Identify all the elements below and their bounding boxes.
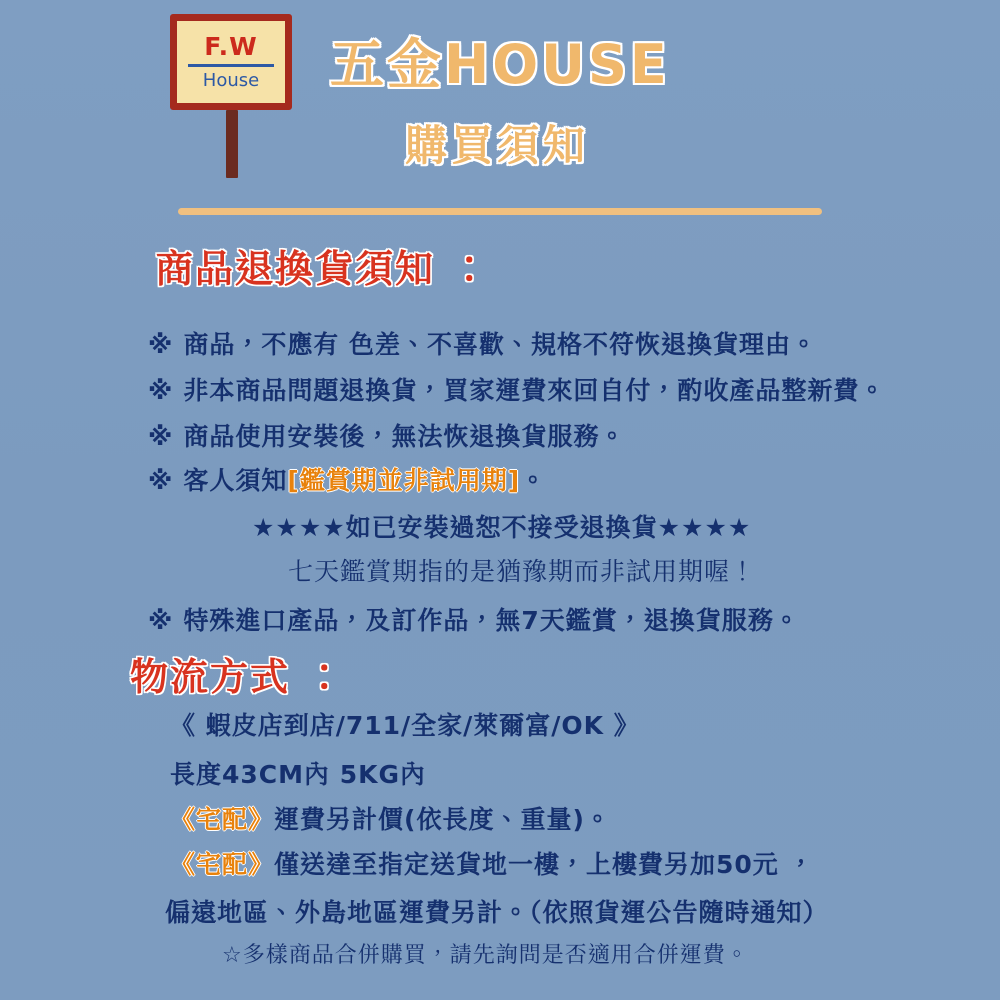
- returns-warning-stars: ★★★★如已安裝過恕不接受退換貨★★★★: [252, 513, 752, 542]
- logistics-section-title: 物流方式 ：: [130, 655, 346, 699]
- returns-item-notice: [148, 461, 546, 497]
- bullet-mark: ※: [148, 376, 174, 405]
- bullet-mark: ※: [148, 466, 174, 495]
- returns-item-highlight: [鑑賞期並非試用期]: [287, 466, 521, 495]
- returns-item: [148, 325, 817, 361]
- logistics-item-highlight: 《宅配》: [170, 850, 275, 879]
- logistics-item: 偏遠地區、外島地區運費另計。（依照貨運公告隨時通知）: [165, 898, 829, 927]
- logistics-item-text: 僅送達至指定送貨地一樓，上樓費另加50元 ，: [274, 850, 815, 879]
- returns-item-text-after: 。: [520, 466, 547, 495]
- logo-divider-line: [188, 64, 274, 67]
- header: [0, 0, 1000, 200]
- bullet-mark: ※: [148, 330, 174, 359]
- returns-item-text: 特殊進口產品，及訂作品，無7天鑑賞，退換貨服務。: [183, 606, 800, 635]
- logistics-item-highlight: 《宅配》: [170, 805, 275, 834]
- returns-item: [148, 417, 625, 453]
- returns-item-text: 商品，不應有 色差、不喜歡、規格不符恢退換貨理由。: [183, 330, 818, 359]
- bullet-mark: ※: [148, 606, 174, 635]
- logo-fw-text: F.W: [204, 32, 258, 61]
- logistics-item-text: 運費另計價(依長度、重量)。: [274, 805, 611, 834]
- logistics-footnote: ☆多樣商品合併購買，請先詢問是否適用合併運費。: [222, 943, 749, 968]
- page-subtitle: 購買須知: [405, 121, 590, 170]
- returns-section-title: 商品退換貨須知 ：: [155, 247, 491, 291]
- returns-item-text-before: 客人須知: [183, 466, 288, 495]
- header-divider: [178, 208, 822, 215]
- returns-item-text: 商品使用安裝後，無法恢退換貨服務。: [183, 422, 626, 451]
- returns-item-text: 非本商品問題退換貨，買家運費來回自付，酌收產品整新費。: [183, 376, 886, 405]
- returns-item: [148, 371, 885, 407]
- logo-house-text: House: [202, 70, 260, 91]
- logistics-item: 《 蝦皮店到店/711/全家/萊爾富/OK 》: [170, 711, 640, 740]
- shop-sign-logo: [170, 14, 292, 110]
- logistics-item: [170, 845, 815, 881]
- logistics-item: [170, 800, 611, 836]
- returns-note: 七天鑑賞期指的是猶豫期而非試用期喔！: [288, 557, 757, 586]
- returns-item: [148, 601, 800, 637]
- brand-title: 五金HOUSE: [330, 33, 670, 96]
- logistics-item: 長度43CM內 5KG內: [170, 760, 427, 789]
- sign-post-icon: [226, 110, 238, 178]
- bullet-mark: ※: [148, 422, 174, 451]
